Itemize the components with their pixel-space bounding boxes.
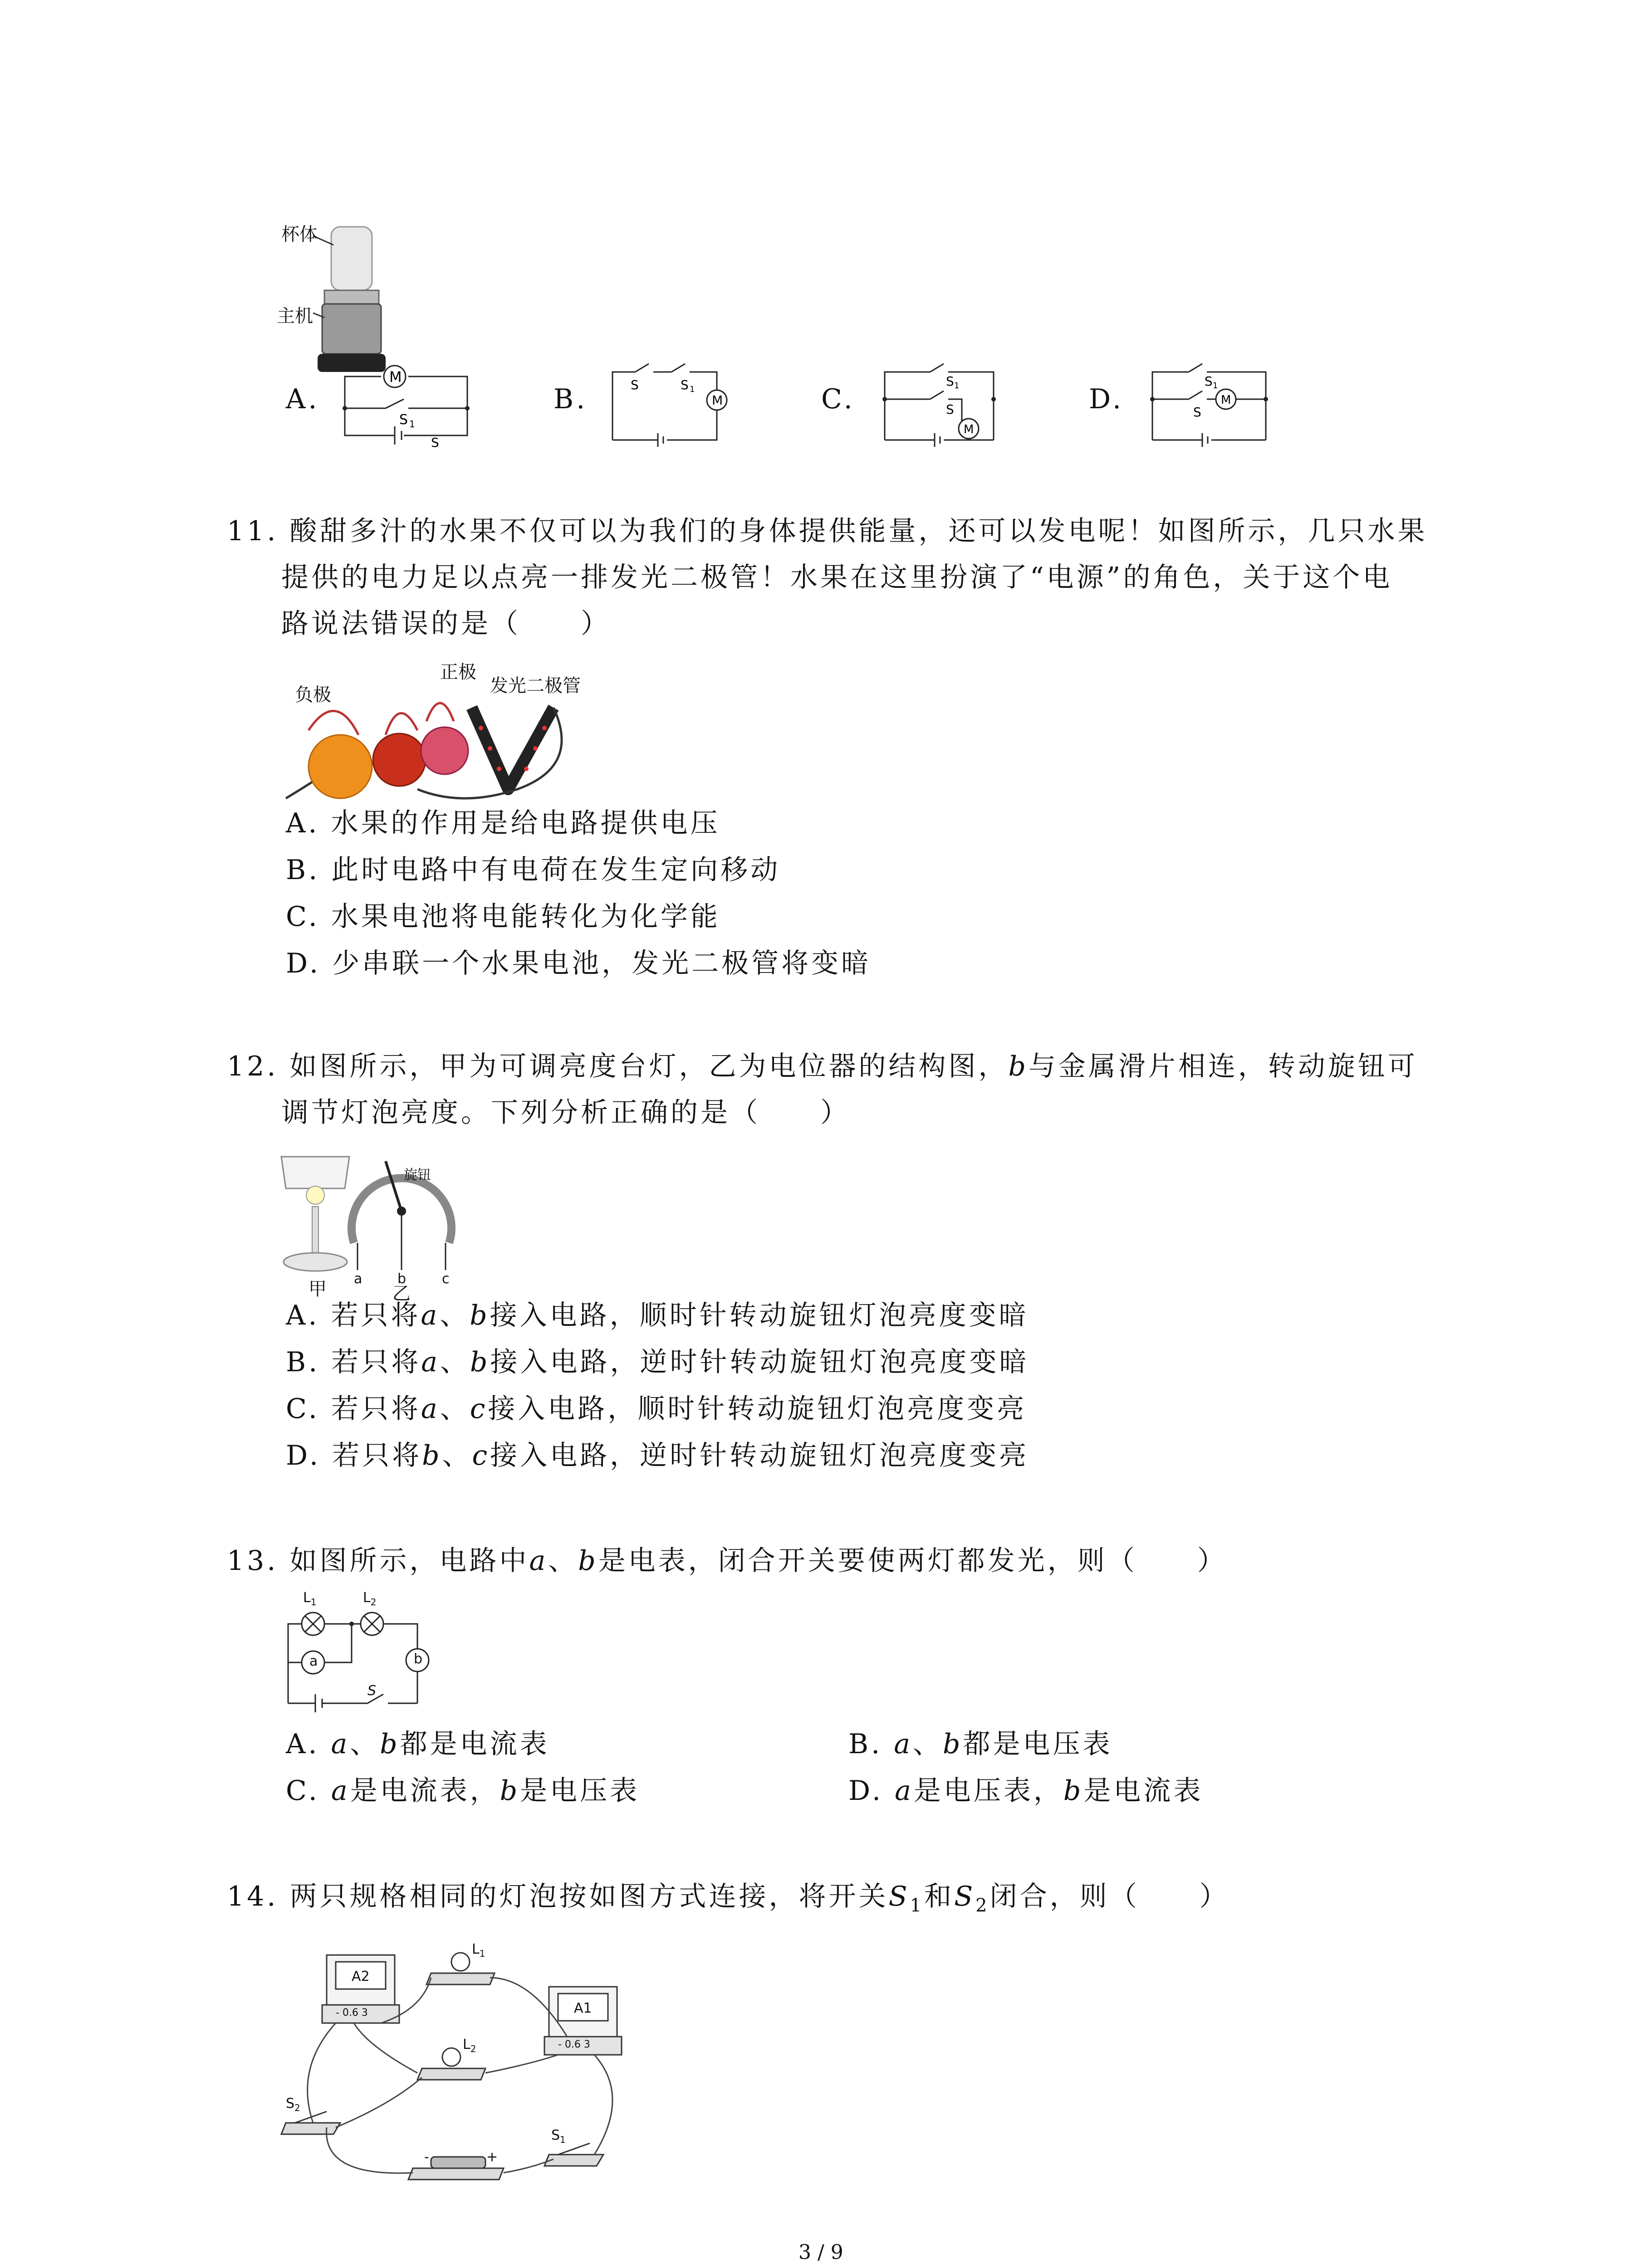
q12-option-b-pre: B. 若只将 <box>286 1346 421 1378</box>
q10-circuit-a <box>336 358 481 449</box>
q10-circuit-d <box>1139 358 1284 449</box>
q12-label-knob: 旋钮 <box>404 1167 431 1183</box>
q11-text-1: 酸甜多汁的水果不仅可以为我们的身体提供能量，还可以发电呢！如图所示，几只水果 <box>289 515 1428 547</box>
q13-option-b-v1: a <box>894 1728 913 1760</box>
switch-label-2: S <box>946 402 954 417</box>
q12-option-a-post: 接入电路，顺时针转动旋钮灯泡亮度变暗 <box>490 1300 1029 1331</box>
q11-label-negative: 负极 <box>295 684 331 705</box>
q13-L1-sub: 1 <box>310 1597 317 1608</box>
q12-option-b-v1: a <box>421 1346 441 1378</box>
switch-sub: 1 <box>954 381 960 391</box>
q12-option-a-v2: b <box>470 1300 490 1331</box>
q12-text-b: 与金属滑片相连，转动旋钮可 <box>1028 1051 1418 1082</box>
q13-option-b-v2: b <box>943 1728 963 1760</box>
q10-circuit-b <box>599 358 735 449</box>
q13-options <box>286 1728 1465 1823</box>
q13-option-d-letter: D. <box>848 1775 884 1807</box>
q13-option-d-v2: b <box>1063 1775 1084 1807</box>
q12-option-c-v1: a <box>421 1393 440 1425</box>
q14-L1-letter: L <box>472 1941 480 1957</box>
q12-option-c-pre: C. 若只将 <box>286 1393 421 1425</box>
q12-label-jia: 甲 <box>309 1279 327 1300</box>
q12-options <box>286 1300 1029 1486</box>
q14-S2-sub: 2 <box>294 2102 300 2113</box>
q12-option-b-v2: b <box>470 1346 490 1378</box>
switch-label-2: S <box>431 435 439 449</box>
q13-option-d-post: 是电流表 <box>1083 1775 1204 1807</box>
q13-option-c-letter: C. <box>286 1775 320 1807</box>
q14-S1-letter: S <box>551 2127 560 2143</box>
q13-option-a-v2: b <box>380 1728 400 1760</box>
motor-label: M <box>1221 393 1231 407</box>
q12-option-c-v2: c <box>470 1393 488 1425</box>
q14-S2 <box>286 2096 300 2113</box>
switch-label: S <box>946 374 954 389</box>
q13-L2 <box>363 1590 376 1608</box>
q14-L2-letter: L <box>463 2037 470 2053</box>
q14-S2-letter: S <box>286 2096 295 2112</box>
q12-option-d-sep: 、 <box>442 1440 472 1471</box>
q14-circuit-figure <box>277 1932 631 2186</box>
motor-label: M <box>964 423 974 436</box>
q12-option-b-sep: 、 <box>440 1346 470 1378</box>
q13-text-sep: 、 <box>548 1545 578 1577</box>
q12-option-a-sep: 、 <box>440 1300 470 1331</box>
q13-L1-letter: L <box>303 1590 311 1606</box>
q11-line-2: 提供的电力足以点亮一排发光二极管！水果在这里扮演了“电源”的角色，关于这个电 <box>281 562 1393 593</box>
q13-option-a[interactable] <box>286 1728 550 1760</box>
q12-text-a: 如图所示，甲为可调亮度台灯，乙为电位器的结构图， <box>289 1051 1009 1082</box>
q13-var-a: a <box>529 1545 549 1577</box>
q13-L2-sub: 2 <box>370 1597 377 1608</box>
q11-line-3: 路说法错误的是（ ） <box>281 608 611 640</box>
q10-option-b[interactable] <box>554 358 744 449</box>
q14-ammeter-a1: A1 <box>574 2000 592 2016</box>
q13-option-c-v1: a <box>331 1775 350 1807</box>
switch-label-2: S <box>1193 405 1201 420</box>
q12-option-a-pre: A. 若只将 <box>286 1300 421 1331</box>
q13-option-a-post: 都是电流表 <box>400 1728 550 1760</box>
q14-s1-sub: 1 <box>910 1895 925 1916</box>
q13-text-b: 是电表，闭合开关要使两灯都发光，则（ ） <box>598 1545 1227 1577</box>
switch-sub: 1 <box>409 419 415 430</box>
q11-option-c[interactable]: C. 水果电池将电能转化为化学能 <box>286 901 720 933</box>
q14-S1-sub: 1 <box>560 2134 566 2145</box>
q12-option-c[interactable] <box>286 1393 1029 1440</box>
q13-option-a-mid: 、 <box>350 1728 380 1760</box>
q13-option-a-letter: A. <box>286 1728 320 1760</box>
q12-stem <box>227 1043 1461 1136</box>
q10-label-cup: 杯体 <box>281 224 318 245</box>
q13-option-d-mid: 是电压表， <box>913 1775 1063 1807</box>
q14-a2-scale: - 0.6 3 <box>336 2007 368 2019</box>
q11-number: 11. <box>227 515 279 547</box>
q13-stem <box>227 1538 1461 1584</box>
q14-ammeter-a2: A2 <box>352 1969 370 1984</box>
q10-label-base: 主机 <box>277 306 313 327</box>
q13-L1 <box>303 1590 316 1608</box>
q11-label-positive: 正极 <box>440 662 476 683</box>
q12-line-1 <box>227 1043 1461 1090</box>
switch-label: S <box>1205 374 1213 389</box>
q12-var-b: b <box>1008 1051 1029 1082</box>
q12-option-d-v1: b <box>422 1440 442 1471</box>
page-number: 3 / 9 <box>798 2241 843 2264</box>
motor-label: M <box>712 393 723 408</box>
q13-number: 13. <box>227 1545 279 1577</box>
q13-option-c[interactable] <box>286 1775 640 1807</box>
q13-meter-a: a <box>309 1653 318 1669</box>
q13-circuit-figure <box>281 1592 445 1719</box>
q12-option-d[interactable] <box>286 1440 1029 1486</box>
q14-text-b: 闭合，则（ ） <box>989 1881 1230 1912</box>
q13-option-b-post: 都是电压表 <box>963 1728 1113 1760</box>
q13-option-b[interactable] <box>848 1728 1112 1760</box>
q12-number: 12. <box>227 1051 279 1082</box>
q11-option-a[interactable]: A. 水果的作用是给电路提供电压 <box>286 807 720 839</box>
q13-option-c-v2: b <box>500 1775 520 1807</box>
q14-L2-sub: 2 <box>470 2043 476 2054</box>
q13-option-b-mid: 、 <box>913 1728 943 1760</box>
switch-sub: 1 <box>1213 381 1218 391</box>
q11-options <box>286 807 871 994</box>
q11-fruit-figure <box>281 653 599 807</box>
q12-label-yi: 乙 <box>392 1283 411 1304</box>
q14-s2: S <box>954 1881 976 1912</box>
q12-option-d-pre: D. 若只将 <box>286 1440 422 1471</box>
q11-line-1 <box>227 508 1461 554</box>
q10-option-d-letter: D. <box>1089 383 1124 415</box>
q14-number: 14. <box>227 1881 279 1912</box>
q12-line-2: 调节灯泡亮度。下列分析正确的是（ ） <box>281 1097 850 1129</box>
q12-label-c: c <box>442 1271 450 1287</box>
q10-option-a-letter: A. <box>286 383 320 415</box>
q13-L2-letter: L <box>363 1590 371 1606</box>
q13-option-c-post: 是电压表 <box>520 1775 640 1807</box>
q14-S1 <box>551 2127 566 2145</box>
q12-option-c-post: 接入电路，顺时针转动旋钮灯泡亮度变亮 <box>488 1393 1027 1425</box>
q10-option-c-letter: C. <box>821 383 855 415</box>
q14-stem <box>227 1873 1461 1929</box>
q10-option-a[interactable] <box>286 358 495 449</box>
q13-option-d-v1: a <box>895 1775 914 1807</box>
q12-option-a-v1: a <box>421 1300 440 1331</box>
switch-label: S <box>631 377 639 392</box>
q12-option-a[interactable] <box>286 1300 1029 1346</box>
q14-text-a: 两只规格相同的灯泡按如图方式连接，将开关 <box>289 1881 889 1912</box>
q10-option-d[interactable] <box>1089 358 1288 449</box>
q11-option-d[interactable]: D. 少串联一个水果电池，发光二极管将变暗 <box>286 948 872 979</box>
q13-option-d[interactable] <box>848 1775 1203 1807</box>
motor-label: M <box>389 368 402 386</box>
q10-option-b-letter: B. <box>554 383 588 415</box>
q13-var-b: b <box>578 1545 598 1577</box>
q14-battery-pos: + <box>486 2149 498 2165</box>
q10-circuit-c <box>871 358 1016 449</box>
q11-label-led: 发光二极管 <box>490 675 581 696</box>
q12-option-d-v2: c <box>472 1440 490 1471</box>
q12-option-b-post: 接入电路，逆时针转动旋钮灯泡亮度变暗 <box>490 1346 1029 1378</box>
q10-option-c[interactable] <box>821 358 1021 449</box>
q12-option-c-sep: 、 <box>440 1393 470 1425</box>
switch-sub: 1 <box>690 385 695 394</box>
q14-s2-sub: 2 <box>975 1895 990 1916</box>
q12-option-b[interactable] <box>286 1346 1029 1393</box>
q14-text-and: 和 <box>924 1881 955 1912</box>
q13-meter-b: b <box>414 1651 423 1667</box>
switch-label: S <box>399 412 408 428</box>
q14-s1: S <box>888 1881 910 1912</box>
q14-a1-scale: - 0.6 3 <box>558 2039 590 2050</box>
q12-option-d-post: 接入电路，逆时针转动旋钮灯泡亮度变亮 <box>490 1440 1029 1471</box>
q14-L1 <box>472 1941 485 1959</box>
q12-label-b: b <box>397 1271 407 1287</box>
q11-stem <box>227 508 1461 647</box>
q11-option-b[interactable]: B. 此时电路中有电荷在发生定向移动 <box>286 854 781 886</box>
q12-lamp-figure <box>277 1143 467 1304</box>
q12-label-a: a <box>354 1271 362 1287</box>
q13-text-a: 如图所示，电路中 <box>289 1545 529 1577</box>
q13-switch-label: S <box>367 1683 377 1699</box>
q14-L2 <box>463 2037 476 2054</box>
q13-option-c-mid: 是电流表， <box>350 1775 500 1807</box>
switch-label-2: S <box>681 377 689 392</box>
q13-option-a-v1: a <box>331 1728 350 1760</box>
q14-L1-sub: 1 <box>479 1948 485 1959</box>
q13-option-b-letter: B. <box>848 1728 883 1760</box>
q14-battery-neg: - <box>424 2149 429 2165</box>
